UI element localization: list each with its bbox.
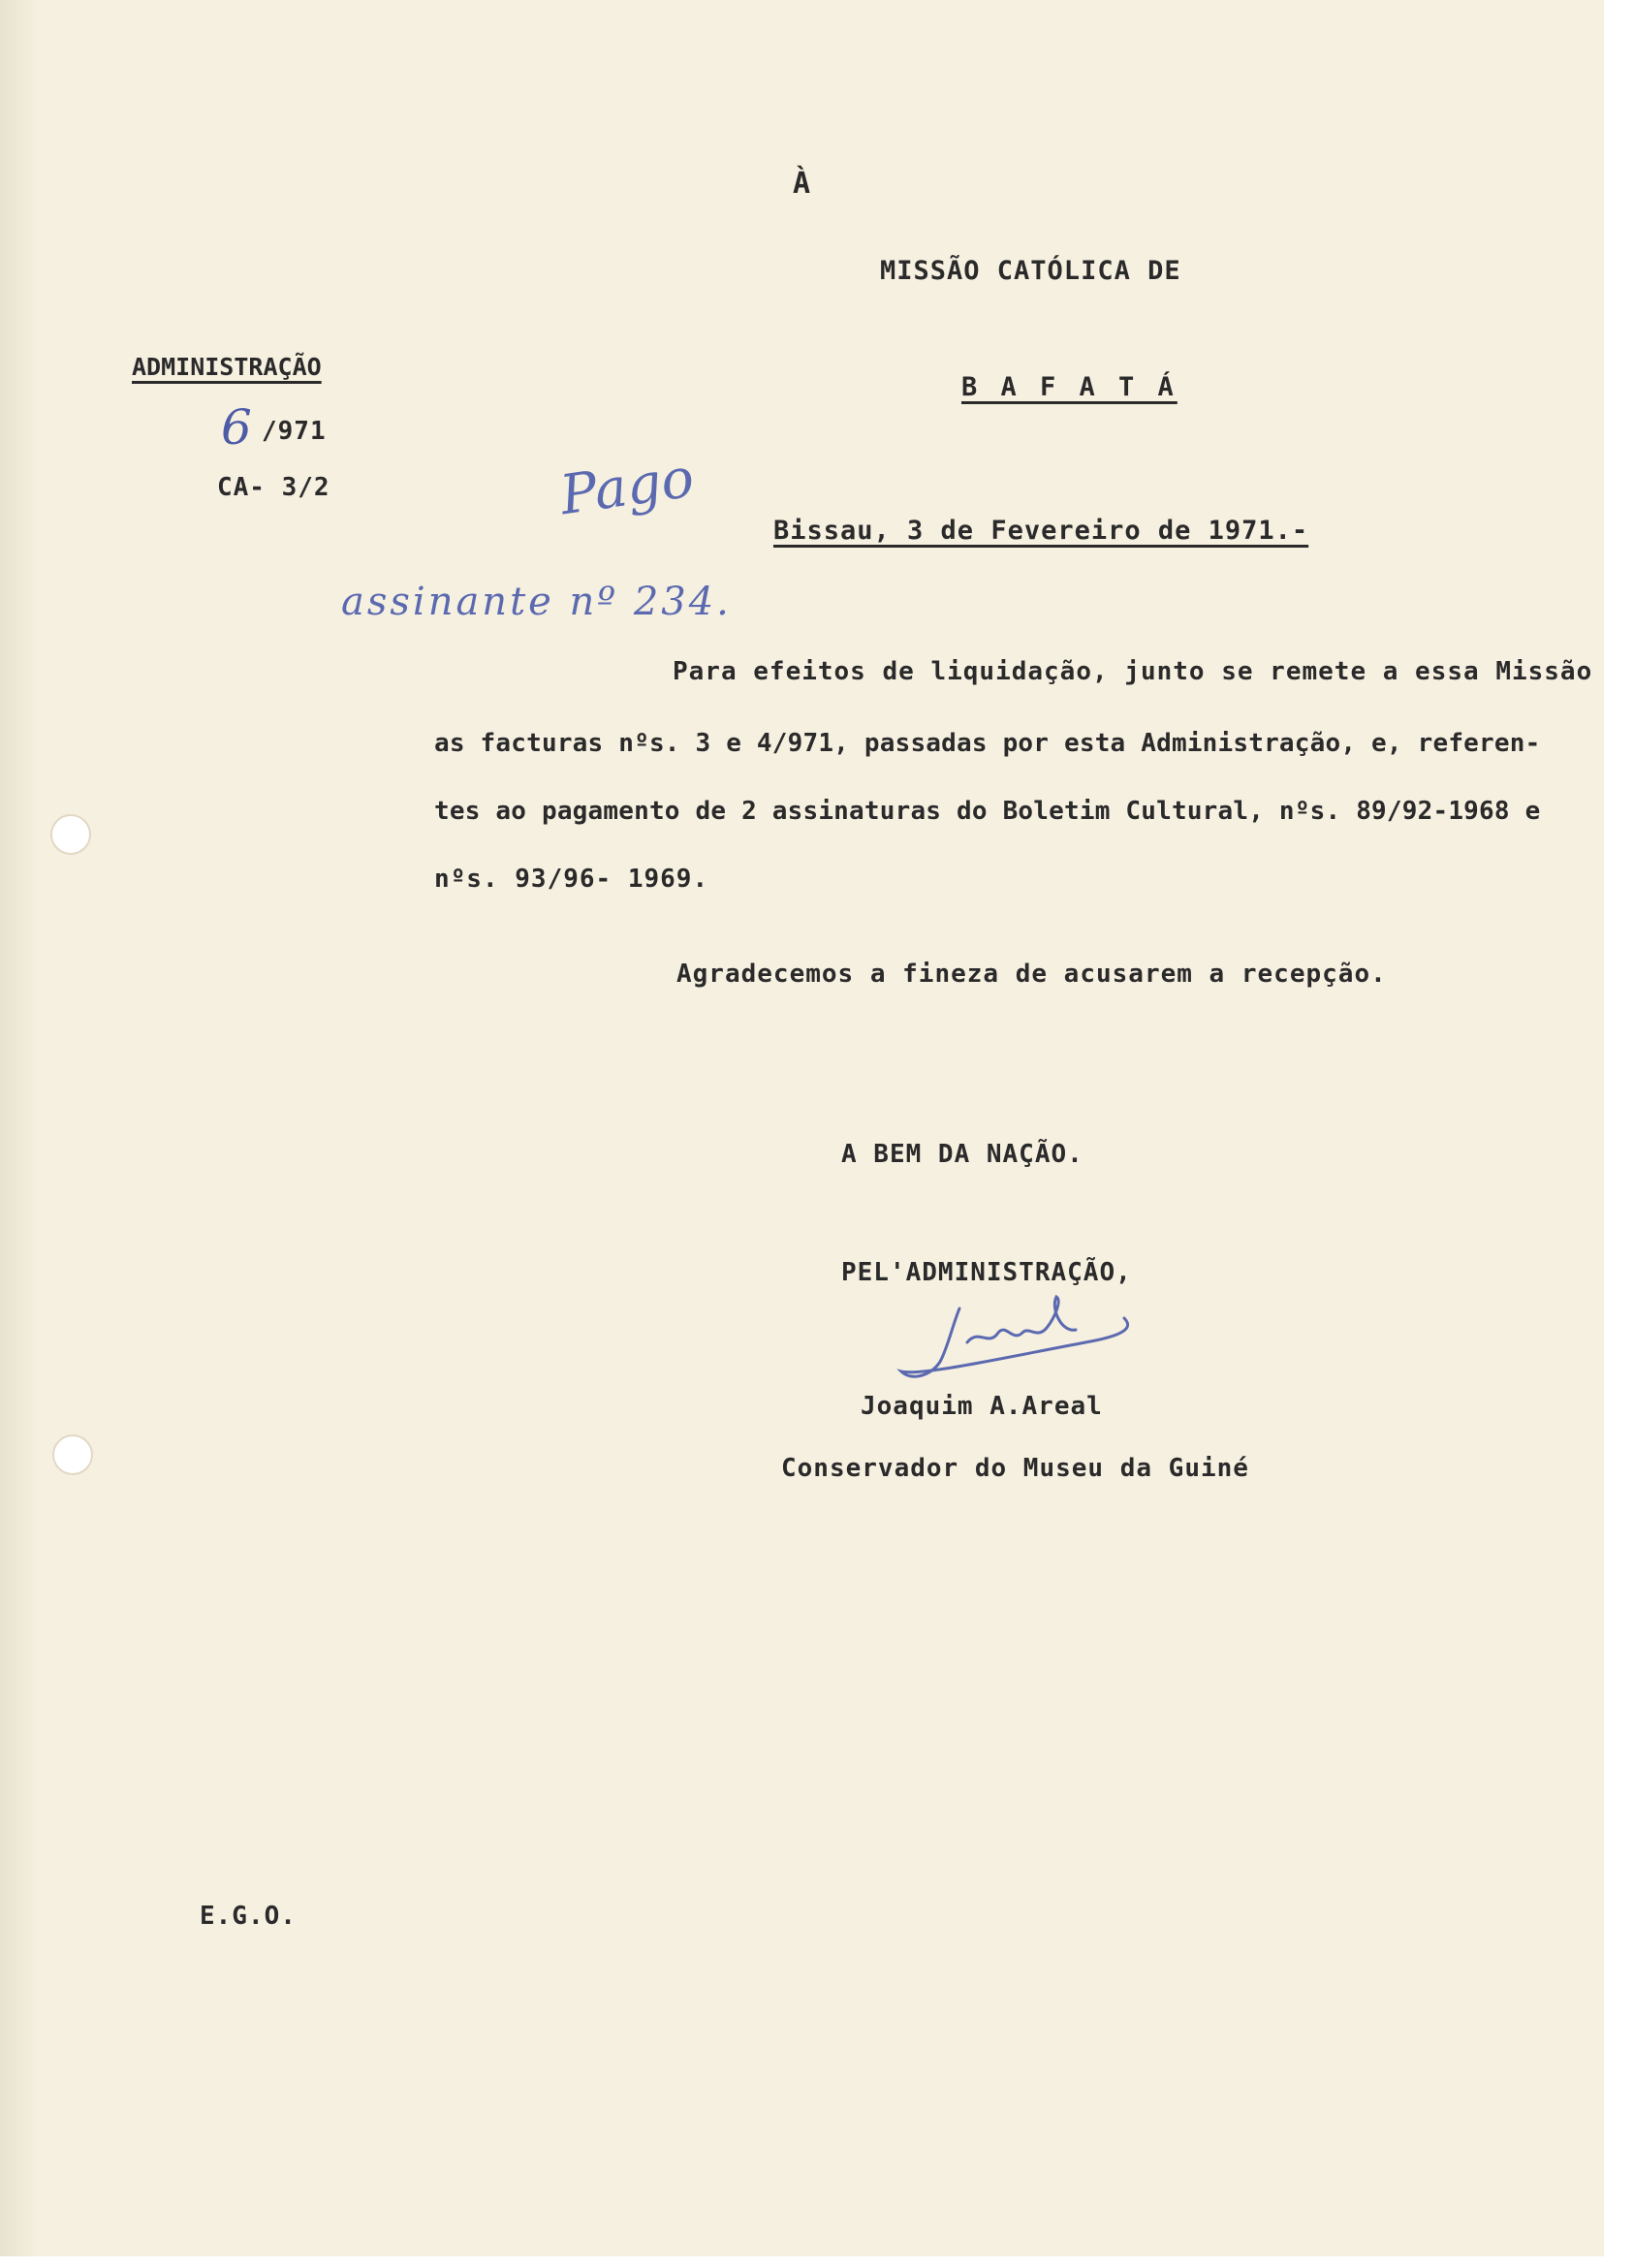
- reference-number-suffix: /971: [262, 417, 327, 446]
- signer-name: Joaquim A.Areal: [861, 1392, 1103, 1421]
- thanks-line: Agradecemos a fineza de acusarem a recepção.: [676, 960, 1387, 989]
- date-line: Bissau, 3 de Fevereiro de 1971.-: [773, 516, 1309, 546]
- background-edge-bottom: [0, 2256, 1633, 2268]
- addressee-name: MISSÃO CATÓLICA DE: [880, 256, 1181, 286]
- footer-initials: E.G.O.: [200, 1902, 297, 1931]
- handwritten-paid-note: Pago: [556, 446, 698, 528]
- reference-number-handwritten: 6: [221, 399, 252, 456]
- body-line-2: as facturas nºs. 3 e 4/971, passadas por esta Administração, e, referen-: [434, 729, 1541, 758]
- addressee-place: B A F A T Á: [961, 372, 1178, 402]
- handwritten-subscriber-note: assinante nº 234.: [341, 580, 732, 624]
- body-line-4: nºs. 93/96- 1969.: [434, 865, 709, 894]
- on-behalf-line: PEL'ADMINISTRAÇÃO,: [841, 1258, 1132, 1287]
- body-line-3: tes ao pagamento de 2 assinaturas do Boletim Cultural, nºs. 89/92-1968 e: [434, 797, 1541, 826]
- signature-image: [892, 1289, 1144, 1396]
- body-line-1: Para efeitos de liquidação, junto se remete a essa Missão: [673, 657, 1593, 686]
- background-edge: [1604, 0, 1633, 2268]
- punch-hole: [50, 814, 91, 855]
- signer-title: Conservador do Museu da Guiné: [781, 1454, 1249, 1483]
- punch-hole: [52, 1434, 93, 1475]
- reference-code: CA- 3/2: [217, 473, 330, 502]
- addressee-prefix: À: [793, 167, 812, 201]
- paper-shadow: [0, 0, 39, 2268]
- department-label: ADMINISTRAÇÃO: [132, 353, 322, 381]
- closing-salutation: A BEM DA NAÇÃO.: [841, 1140, 1083, 1169]
